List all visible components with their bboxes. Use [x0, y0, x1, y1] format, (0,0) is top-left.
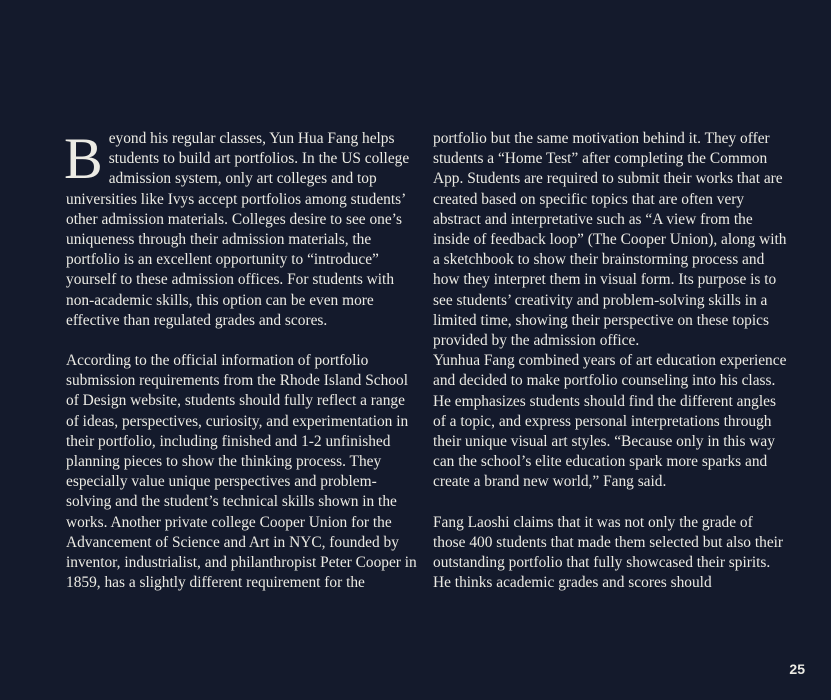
drop-cap: B — [64, 126, 103, 191]
right-paragraph-2: Yunhua Fang combined years of art education experience and decided to make portfolio counseling into his class. He emphasizes students should find the different angles of a topic, and express personal interpretations through their unique visual art styles. “Because only in this way can the school’s elite education spark more sparks and create a brand new world,” Fang said. — [433, 352, 787, 491]
right-paragraph-3: Fang Laoshi claims that it was not only the grade of those 400 students that made them selected but also their outstanding portfolio that fully showcased their spirits. He thinks academic grades and scores should — [433, 513, 784, 592]
right-paragraph-1: portfolio but the same motivation behind it. They offer students a “Home Test” after completing the Common App. Students are required to submit their works that are created based on specific topics that are often very abstract and interpretative such as “A view from the inside of feedback loop” (The Cooper Union), along with a sketchbook to show their brainstorming process and how they interpret them in visual form. Its purpose is to see students’ creativity and problem-solving skills in a limited time, showing their perspective on these topics provided by the admission office. — [433, 130, 787, 350]
left-column — [64, 126, 418, 593]
left-paragraph-2: According to the official information of portfolio submission requirements from the Rhode Island School of Design website, students should fully reflect a range of ideas, perspectives, curiosity, and experimentation in their portfolio, including finished and 1-2 unfinished planning pieces to show the thinking process. They especially value unique perspectives and problem-solving and the student’s technical skills shown in the works. Another private college Cooper Union for the Advancement of Science and Art in NYC, founded by inventor, industrialist, and philanthropist Peter Cooper in 1859, has a slightly different requirement for the — [66, 352, 417, 592]
left-paragraph-1 — [64, 126, 418, 331]
left-paragraph-1-text: eyond his regular classes, Yun Hua Fang helps students to build art portfolios. In the US college admission system, only art colleges and top universities like Ivys accept portfolios among students’ other admission materials. Colleges desire to see one’s uniqueness through their admission materials, the portfolio is an excellent opportunity to “introduce” yourself to these admission offices. For students with non-academic skills, this option can be even more effective than regulated grades and scores. — [66, 130, 410, 329]
right-column — [433, 129, 789, 593]
page-number: 25 — [789, 661, 805, 677]
